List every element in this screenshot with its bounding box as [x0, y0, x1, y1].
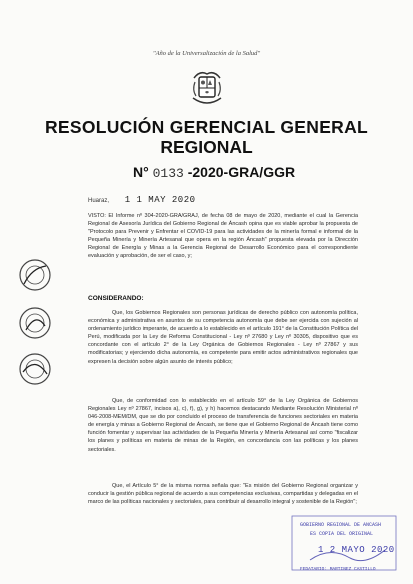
document-title-continued: REGIONAL — [160, 137, 253, 157]
number-value: 0133 — [152, 166, 184, 181]
resolution-number — [133, 164, 295, 181]
considerando-paragraph-2: Que, de conformidad con lo establecido en el artículo 59° de la Ley Orgánica de Gobiernos Regionales Ley nº 27867, incisos a), c), f), g), y h) hacemos destacando Mediante Resolución Ministerial nº 046-2008-MEM/DM, que se dio por concluido el proceso de transferencia de funciones sectoriales en materia de energía y minas a Gobierno Regional de Áncash, se tiene que el Gobierno Regional de Áncash tiene como función fomentar y supervisar las actividades de la Pequeña Minería y Minería Artesanal así como "fiscalizar los planes y políticas en materia de minas de la Región, en concordancia con las políticas y los planes sectoriales. — [88, 398, 358, 453]
stamp-institution: GOBIERNO REGIONAL DE ANCASH — [300, 522, 382, 528]
considerando-paragraph-3: Que, el Artículo 5° de la misma norma señala que: "Es misión del Gobierno Regional organizar y conducir la gestión pública regional de acuerdo a sus competencias exclusivas, compartidas y delegadas en el marco de las políticas nacionales y sectoriales, para contribuir al desarrollo integral y sostenible de la Región"; — [88, 483, 358, 506]
certification-stamp-icon — [290, 510, 400, 574]
stamp-certification: ES COPIA DEL ORIGINAL — [310, 531, 374, 537]
margin-seal-icon — [18, 306, 52, 340]
document-title: RESOLUCIÓN GERENCIAL GENERAL — [44, 117, 369, 137]
stamp-signatory: FEDATARIO: MARTINEZ CASTILLO — [300, 567, 376, 572]
year-motto: "Año de la Universalización de la Salud" — [152, 50, 261, 57]
margin-seal-icon — [18, 352, 52, 386]
number-suffix: -2020-GRA/GGR — [187, 164, 296, 180]
stamp-date: 1 2 MAYO 2020 — [318, 545, 395, 555]
margin-seal-icon — [18, 258, 52, 292]
place-label: Huaraz, — [88, 198, 110, 204]
considerando-heading: CONSIDERANDO: — [88, 295, 144, 302]
visto-paragraph: VISTO: El Informe nº 304-2020-GRA/GRAJ, de fecha 08 de mayo de 2020, mediante el cual la Gerencia Regional de Asesoría Jurídica del Gobierno Regional de Áncash opina que es viable aprobar la propuesta de "Protocolo para Prevenir y Enfrentar el COVID-19 para las actividades de la minería formal e informal de la Pequeña Minería y Minería Artesanal que opera en la región Áncash" propuesta elevada por la Dirección Regional de Energía y Minas a la Gerencia Regional de Desarrollo Económico para el correspondiente evaluación y aprobación, de ser el caso, y; — [88, 213, 358, 260]
date-line — [88, 195, 196, 205]
date-stamp: 1 1 MAY 2020 — [124, 195, 196, 205]
coat-of-arms-icon — [190, 68, 224, 106]
considerando-paragraph-1: Que, los Gobiernos Regionales son personas jurídicas de derecho público con autonomía política, económica y administrativa en asuntos de su competencia autonomía que debe ser ejercida con sujeción al ordenamiento jurídico imperante, de acuerdo a lo establecido en el artículo 191° de la Constitución Política del Perú, modificada por la Ley de Reforma Constitucional - Ley nº 27680 y Ley nº 30305, dispositivo que es concordante con el artículo 2° de la Ley Orgánica de Gobiernos Regionales - Ley nº 27867 y sus modificatorias; y ejerciendo dicha autonomía, es competente para emitir actos administrativos regionales que expresen la decisión sobre algún asunto de interés público; — [88, 310, 358, 365]
number-prefix: N° — [133, 164, 149, 180]
